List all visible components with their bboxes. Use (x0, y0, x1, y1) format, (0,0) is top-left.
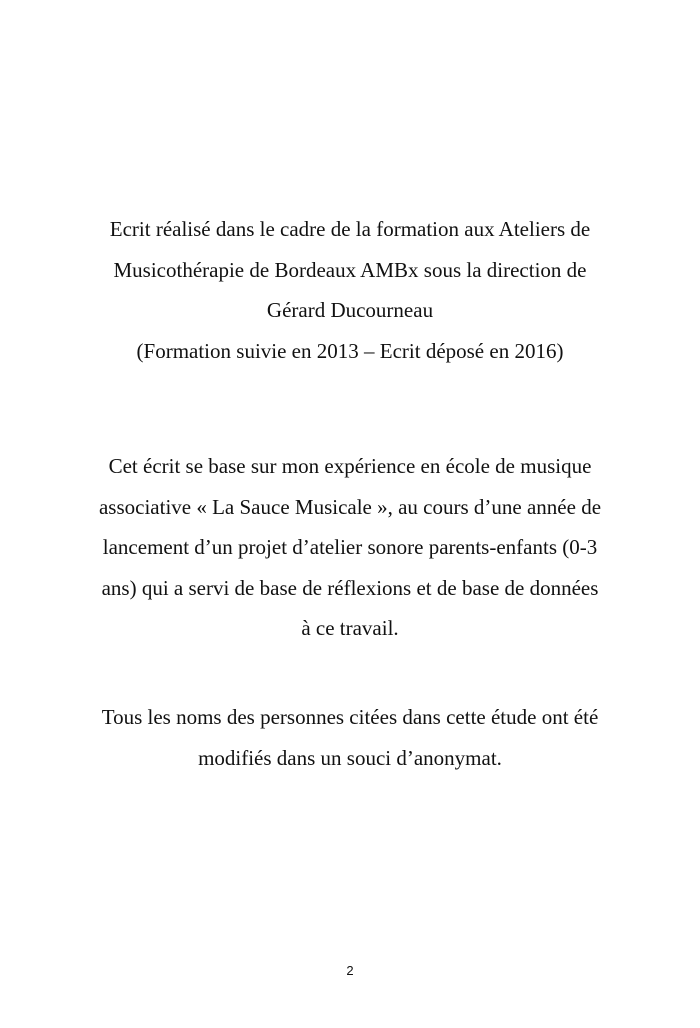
text-line: Cet écrit se base sur mon expérience en école de musique (108, 454, 592, 478)
text-line: Gérard Ducourneau (266, 298, 434, 322)
text-line: modifiés dans un souci d’anonymat. (198, 745, 502, 770)
training-credit-paragraph (40, 209, 660, 371)
text-line: à ce travail. (301, 616, 399, 640)
experience-context-paragraph (40, 446, 660, 649)
text-line: (Formation suivie en 2013 – Ecrit déposé en 2016) (136, 338, 564, 363)
text-line: lancement d’un projet d’atelier sonore parents-enfants (0-3 (102, 535, 598, 559)
page-number: 2 (346, 963, 354, 978)
text-line: associative « La Sauce Musicale », au cours d’une année de (98, 494, 602, 519)
text-line: ans) qui a servi de base de réflexions et de base de données (101, 575, 599, 600)
text-line: Musicothérapie de Bordeaux AMBx sous la direction de (113, 257, 587, 282)
text-line: Tous les noms des personnes citées dans cette étude ont été (101, 705, 599, 729)
anonymity-notice-paragraph (40, 697, 660, 778)
text-line: Ecrit réalisé dans le cadre de la formation aux Ateliers de (109, 217, 591, 241)
